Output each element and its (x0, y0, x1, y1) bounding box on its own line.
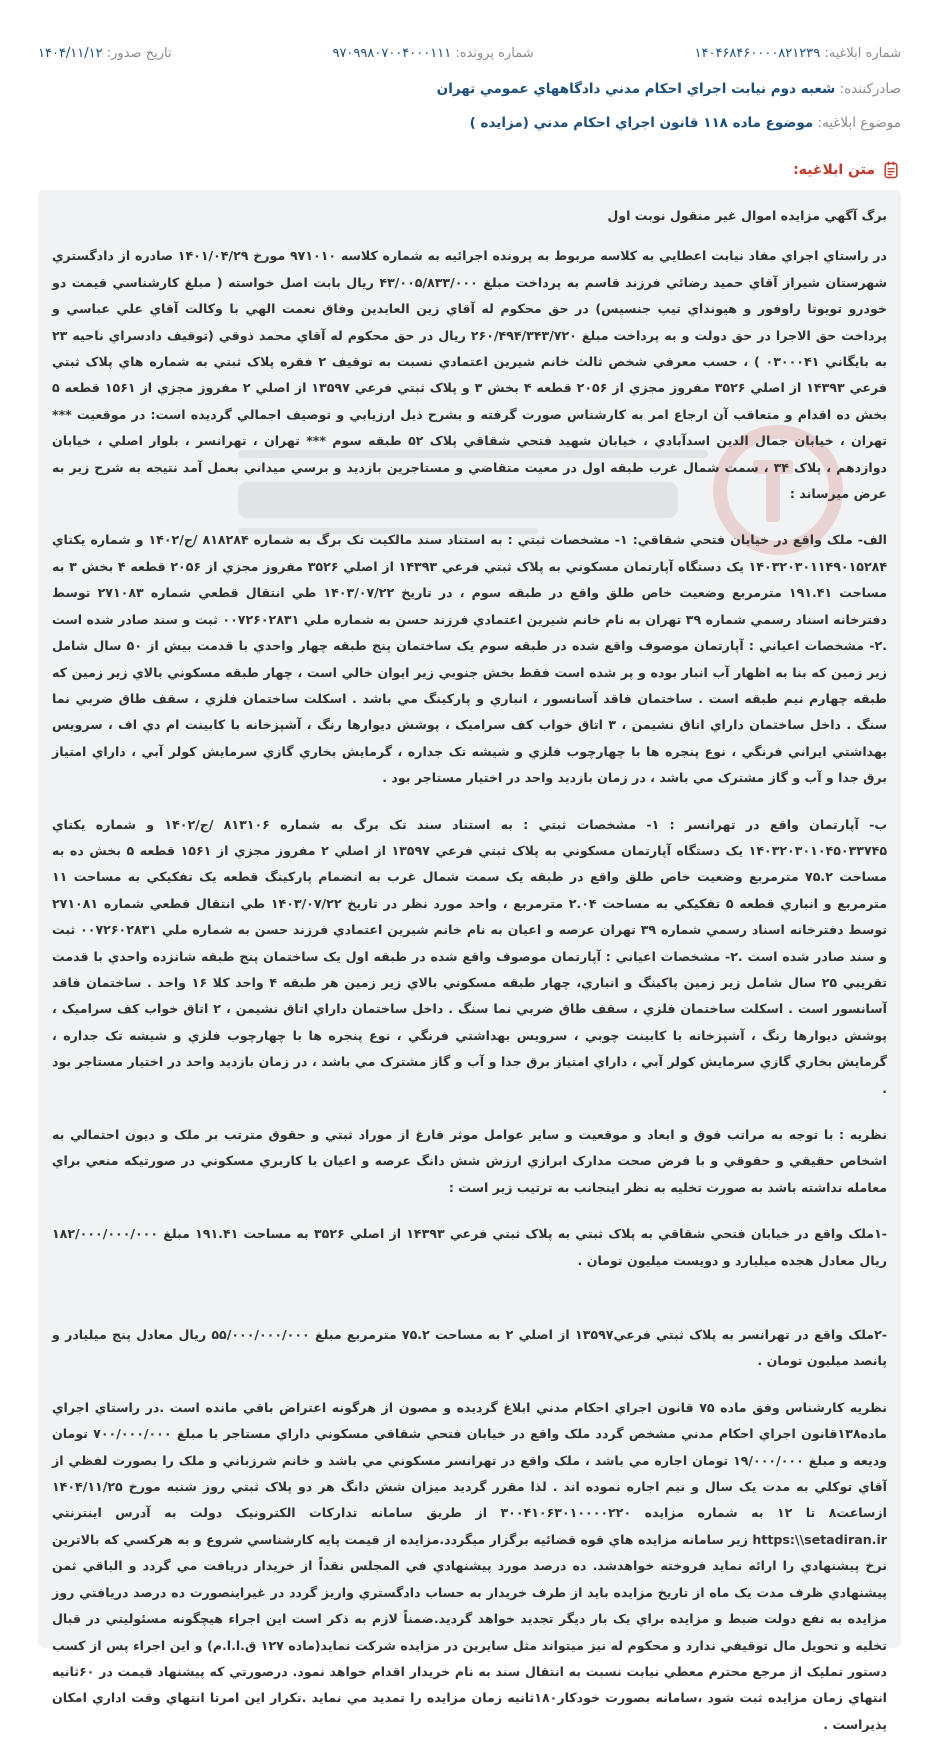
notice-paragraph-property-b: ب- آپارتمان واقع در تهرانسر : ۱- مشخصات ثبتي : به استناد سند تک برگ به شماره ۸۱۳۱۰۶ /ج/۱۴۰۲ و شماره يکتاي ۱۴۰۳۲۰۳۰۱۰۴۵۰۳۳۷۴۵ يک دستگاه آپارتمان مسکوني به پلاک ثبتي فرعي ۱۳۵۹۷ از اصلي ۲ مفروز مجزي از ۱۵۶۱ قطعه ۵ بخش ده به مساحت ۷۵.۲ مترمربع وضعيت خاص طلق واقع در طبقه يک سمت شمال غرب به انضمام پارکينگ قطعه يک تفکيکي به مساحت ۱۱ مترمربع و انباري قطعه ۵ تفکيکي به مساحت ۲.۰۴ مترمربع ، واحد مورد نظر در تاريخ ۱۴۰۳/۰۷/۲۲ طي انتقال قطعي شماره ۲۷۱۰۸۱ توسط دفترخانه اسناد رسمي شماره ۳۹ تهران عرصه و اعيان به نام خانم شيرين اعتمادي فرزند حسن به شماره ملي ۰۰۷۲۶۰۲۸۳۱ ثبت و سند صادر شده است .۲- مشخصات اعياني : آپارتمان موصوف واقع شده در طبقه اول يک ساختمان پنج طبقه شانزده واحدي با قدمت تقريبي ۲۵ سال شامل زير زمين پاکينگ و انباري، چهار طبقه مسکوني بالاي زير زمين هر طبقه ۴ واحد کلا ۱۶ واحد . ساختمان فاقد آسانسور است . اسکلت ساختمان فلزي ، سقف طاق ضربي نما سنگ . داخل ساختمان داراي اتاق نشيمن ، ۲ اتاق خواب کف سراميک ، پوشش ديوارها رنگ ، آشپزخانه با کابينت چوبي ، سرويس بهداشتي فرنگي ، نوع پنجره ها با چهارچوب فلزي و شيشه تک جداره ، گرمايش بخاري گازي سرمايش کولر آبي ، داراي امتياز برق جدا و آب و گاز مشترک مي باشد ، در زمان بازديد واحد در اختيار مستاجر بود . (52, 816, 888, 1096)
notice-number-value: ۱۴۰۴۶۸۴۶۰۰۰۰۸۲۱۲۳۹ (694, 46, 821, 61)
notice-text-label: متن ابلاغيه: (793, 162, 875, 178)
issuer-row (38, 81, 901, 97)
issuer-value: شعبه دوم نيابت اجراي احکام مدني دادگاههاي عمومي تهران (436, 81, 836, 97)
notice-paragraph-property-a: الف- ملک واقع در خيابان فتحي شقاقي: ۱- مشخصات ثبتي : به استناد سند مالکيت تک برگ به شماره ۸۱۸۲۸۴ /ج/۱۴۰۲ و شماره يکتاي ۱۴۰۳۲۰۳۰۱۱۴۹۰۱۵۲۸۴ يک دستگاه آپارتمان مسکوني به پلاک ثبتي فرعي ۱۴۳۹۳ از اصلي ۳۵۲۶ مفروز مجزي از ۲۰۵۶ قطعه ۴ بخش ۳ به مساحت ۱۹۱.۴۱ مترمربع وضعيت خاص طلق واقع در طبقه سوم ، در تاريخ ۱۴۰۳/۰۷/۲۲ طي انتقال قطعي شماره ۲۷۱۰۸۳ توسط دفترخانه اسناد رسمي شماره ۳۹ تهران به نام خانم شيرين اعتمادي فرزند حسن به شماره ملي ۰۰۷۲۶۰۲۸۳۱ ثبت و سند صادر شده است .۲- مشخصات اعياني : آپارتمان موصوف واقع شده در طبقه سوم يک ساختمان پنج طبقه چهار واحدي با قدمت بيش از ۵۰ سال شامل زير زمين که بنا به اظهار آب انبار بوده و پر شده است فقط بخش جنوبي زير ايوان خالي است ، چهار طبقه مسکوني بالاي زير زمين که طبقه چهارم نيم طبقه است . ساختمان فاقد آسانسور ، انباري و پارکينگ مي باشد . اسکلت ساختمان فلزي ، سقف طاق ضربي نما سنگ . داخل ساختمان داراي اتاق نشيمن ، ۳ اتاق خواب کف سراميک ، پوشش ديوارها رنگ ، آشپزخانه با کابينت ام دي اف ، سرويس بهداشتي ايراني فرنگي ، نوع پنجره ها با چهارچوب فلزي و شيشه تک جداره ، گرمايش بخاري گازي سرمايش کولر آبي ، داراي امتياز برق جدا و آب و گاز مشترک مي باشد ، در زمان بازديد واحد در اختيار مستاجر بود . (52, 532, 887, 786)
notice-paragraph-intro: در راستاي اجراي مفاد نيابت اعطايي به کلاسه مربوط به پرونده اجرائيه به شماره کلاسه ۹۷۱۰۱۰ مورخ ۱۴۰۱/۰۴/۲۹ صادره از دادگستري شهرستان شيراز آقاي حميد رضائي فرزند قاسم به پرداخت مبلغ ۴۳/۰۰۵/۸۳۳/۰۰۰ ريال بابت اصل خواسته ( مبلغ کارشناسي قيمت دو خودرو تويوتا راوفور و هيونداي تيپ جنسيس) در حق محکوم له آقاي زين العابدين وفاق نعمت الهي با وکالت آقاي علي عباسي و پرداخت حق الاجرا در حق دولت و به پرداخت مبلغ ۲۶۰/۴۹۴/۳۴۳/۷۲۰ ريال در حق محکوم له آقاي محمد ذوقي (توقيف دادسراي ناحيه ۲۳ به بايگاني ۰۳۰۰۰۴۱ ) ، حسب معرفي شخص ثالث خانم شيرين اعتمادي نسبت به توقيف ۲ فقره پلاک ثبتي به شماره هاي پلاک ثبتي فرعي ۱۴۳۹۳ از اصلي ۳۵۲۶ مفروز مجزي از ۲۰۵۶ قطعه ۴ بخش ۳ و پلاک ثبتي فرعي ۱۳۵۹۷ از اصلي ۲ مفروز مجزي از ۱۵۶۱ قطعه ۵ بخش ده اقدام و متعاقب آن ارجاع امر به کارشناس صورت گرفته و بشرح ذيل ارزيابي و توصيف اجمالي گرديده است: در موقعيت *** تهران ، خيابان جمال الدين اسدآبادي ، خيابان شهيد فتحي شقاقي پلاک ۵۲ طبقه سوم *** تهران ، تهرانسر ، بلوار اصلي ، خيابان دوازدهم ، پلاک ۳۴ ، سمت شمال غرب طبقه اول در معيت متقاضي و مستاجرين بازديد و برسي ميداني بعمل آمد نتيجه به شرح زير به عرض ميرساند : (52, 248, 888, 502)
notice-number-label: شماره ابلاغيه: (824, 46, 901, 61)
notice-title: برگ آگهي مزايده اموال غير منقول نوبت اول (607, 208, 887, 223)
issue-date (38, 46, 172, 68)
issuer-label: صادرکننده: (839, 81, 901, 97)
notice-body-text (38, 190, 901, 1738)
case-number (332, 46, 533, 68)
subject-label: موضوع ابلاغيه: (817, 115, 901, 131)
notice-text-heading (793, 160, 901, 180)
notice-paragraph-value-2: -۲ملک واقع در تهرانسر به پلاک ثبتي فرعي۱۳۵۹۷ از اصلي ۲ به مساحت ۷۵.۲ مترمربع مبلغ ۵۵/۰۰۰/۰۰۰/۰۰۰ ريال معادل پنج ميليادر و پانصد ميليون تومان . (52, 1327, 887, 1369)
notice-meta-row (38, 46, 901, 68)
notice-body-card (38, 190, 901, 1732)
notice-paragraph-auction-terms: نظريه کارشناس وفق ماده ۷۵ قانون اجراي احکام مدني ابلاغ گرديده و مصون از هرگونه اعتراض باقي مانده است .در راستاي اجراي ماده۱۳۸قانون اجراي احکام مدني مشخص گردد ملک واقع در خيابان فتحي شقاقي مسکوني داراي مستاجر با مبلغ ۷۰۰/۰۰۰/۰۰۰ تومان وديعه و مبلغ ۱۹/۰۰۰/۰۰۰ تومان اجاره مي باشد ، ملک واقع در تهرانسر مسکوني مي باشد و خانم شرزباني و ملک را بصورت لفظي از آقاي توکلي به مدت يک سال و نيم اجاره نموده اند . لذا مقرر گرديد ميزان شش دانگ هر دو پلاک ثبتي روز شنبه مورخ ۱۴۰۴/۱۱/۲۵ ازساعت۸ تا ۱۲ به شماره مزايده ۳۰۰۴۱۰۶۳۰۱۰۰۰۰۲۲۰ از طريق سامانه تدارکات الکترونيک دولت به آدرس اينترنتي https:\\setadiran.ir زير سامانه مزايده هاي قوه قضائيه برگزار ميگردد.مزايده از قيمت پايه کارشناسي شروع و به هرکسي که بالاترين نرخ پيشنهادي را ارائه نمايد فروخته خواهدشد. ده درصد مورد پيشنهادي في المجلس نقداً از خريدار دريافت مي گردد و الباقي ثمن پيشنهادي ظرف مدت يک ماه از تاريخ مزايده بايد از طرف خريدار به حساب دادگستري واريز گردد در غيراينصورت ده درصد دريافتي روز مزايده به نفع دولت ضبط و مزايده براي يک بار ديگر تجديد خواهد گرديد.ضمناً لازم به ذکر است اين اجراء هيچگونه مسئوليتي در قبال تخليه و تحويل مال توقيفي ندارد و محکوم له نيز ميتواند مثل سايرين در مزايده شرکت نمايد(ماده ۱۲۷ ق.ا.ا.م) و اين اجراء پس از کسب دستور تمليک از مرجع محترم معطي نيابت نسبت به انتقال سند به نام خريدار اقدام خواهد نمود. درصورتي که پيشنهاد قيمت در ۶۰ثانيه انتهاي زمان مزايده ثبت شود ،سامانه بصورت خودکار۱۸۰ثانيه زمان مزايده را تمديد مي نمايد .تکرار اين امرتا انتهاي وقت اداري امکان پذيراست . (52, 1399, 887, 1732)
subject-value: موضوع ماده ۱۱۸ قانون اجراي احکام مدني (مزايده ) (469, 115, 814, 131)
case-number-value: ۹۷۰۹۹۸۰۷۰۰۴۰۰۰۱۱۱ (332, 46, 452, 61)
subject-row (38, 115, 901, 131)
issue-date-label: تاريخ صدور: (106, 46, 172, 61)
case-number-label: شماره پرونده: (455, 46, 534, 61)
notice-paragraph-opinion: نظريه : با توجه به مراتب فوق و ابعاد و موقعيت و ساير عوامل موثر فارغ از موراد ثبتي و حقوق مترتب بر ملک و ديون احتمالي به اشخاص حقيقي و حقوقي و با فرض صحت مدارک ابرازي ارزش شش دانگ عرصه و اعيان با کاربري مسکوني در صورتيکه منعي براي معامله نداشته باشد به صورت تخليه به نظر اينجانب به ترتيب زير است : (52, 1127, 887, 1195)
notice-paragraph-value-1: -۱ملک واقع در خيابان فتحي شقاقي به پلاک ثبتي به پلاک ثبتي فرعي ۱۴۳۹۳ از اصلي ۳۵۲۶ به مساحت ۱۹۱.۴۱ مبلغ ۱۸۲/۰۰۰/۰۰۰/۰۰۰ ريال معادل هجده ميليارد و دويست ميليون تومان . (52, 1226, 887, 1268)
notice-number (695, 46, 901, 68)
issue-date-value: ۱۴۰۴/۱۱/۱۲ (38, 46, 103, 61)
notice-document-icon (881, 160, 901, 180)
